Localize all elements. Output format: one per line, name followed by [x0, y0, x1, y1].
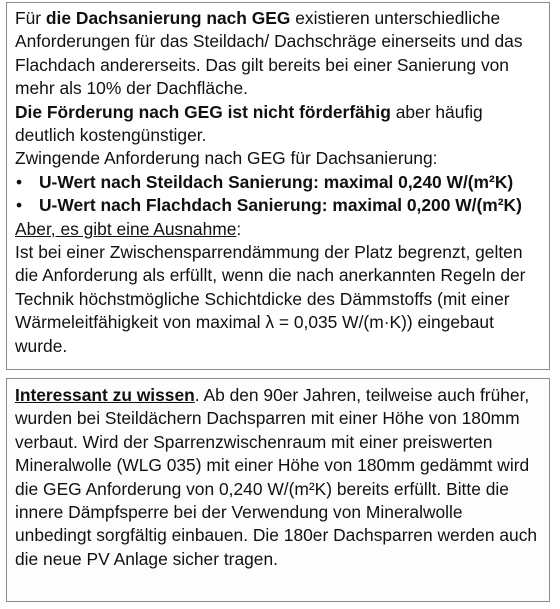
- u-value-list: [15, 171, 543, 218]
- funding-paragraph: [15, 101, 543, 148]
- info-text: . Ab den 90er Jahren, teilweise auch früher, wurden bei Steildächern Dachsparren mit einer Höhe von 180mm verbaut. Wird der Sparrenzwischenraum mit einer preiswerten Mineralwolle (WLG 035) mit einer Höhe von 180mm gedämmt wird die GEG Anforderung von 0,240 W/(m²K) bereits erfüllt. Bitte die innere Dämpfsperre bei der Verwendung von Mineralwolle unbedingt sorgfältig einbauen. Die 180er Dachsparren werden auch die neue PV Anlage sicher tragen.: [15, 385, 538, 569]
- exception-heading: [15, 218, 543, 241]
- bullet-icon: •: [16, 195, 23, 216]
- info-paragraph: [15, 384, 543, 571]
- exception-underlined: Aber, es gibt eine Ausnahme: [15, 218, 237, 239]
- flachdach-u-value: U-Wert nach Flachdach Sanierung: maximal 0,200 W/(m²K): [39, 195, 522, 216]
- steildach-u-value: U-Wert nach Steildach Sanierung: maximal 0,240 W/(m²K): [39, 171, 514, 192]
- intro-text-start: Für: [15, 8, 46, 28]
- info-heading: Interessant zu wissen: [15, 385, 195, 405]
- requirement-heading: Zwingende Anforderung nach GEG für Dachsanierung:: [15, 148, 438, 169]
- funding-text-rest: aber häufig deutlich kostengünstiger.: [15, 101, 483, 146]
- list-item: [15, 171, 543, 194]
- intro-paragraph: [15, 7, 543, 101]
- funding-bold-statement: Die Förderung nach GEG ist nicht förderfähig: [15, 101, 391, 122]
- intro-text-rest: existieren unterschiedliche Anforderungen für das Steildach/ Dachschräge einerseits und das Flachdach andererseits. Das gilt bereits bei einer Sanierung von mehr als 10% der Dachfläche.: [15, 8, 523, 99]
- list-item: [15, 194, 543, 217]
- bullet-icon: •: [16, 171, 23, 192]
- exception-paragraph: Ist bei einer Zwischensparrendämmung der Platz begrenzt, gelten die Anforderung als erfüllt, wenn die nach anerkannten Regeln der Technik höchstmögliche Schichtdicke des Dämmstoffs (mit einer Wärmeleitfähigkeit von maximal λ = 0,035 W/(m·K)) eingebaut wurde.: [15, 242, 526, 356]
- info-box: [6, 378, 550, 602]
- requirements-box: [6, 2, 550, 370]
- exception-colon: :: [236, 218, 242, 239]
- intro-bold-topic: die Dachsanierung nach GEG: [45, 8, 291, 28]
